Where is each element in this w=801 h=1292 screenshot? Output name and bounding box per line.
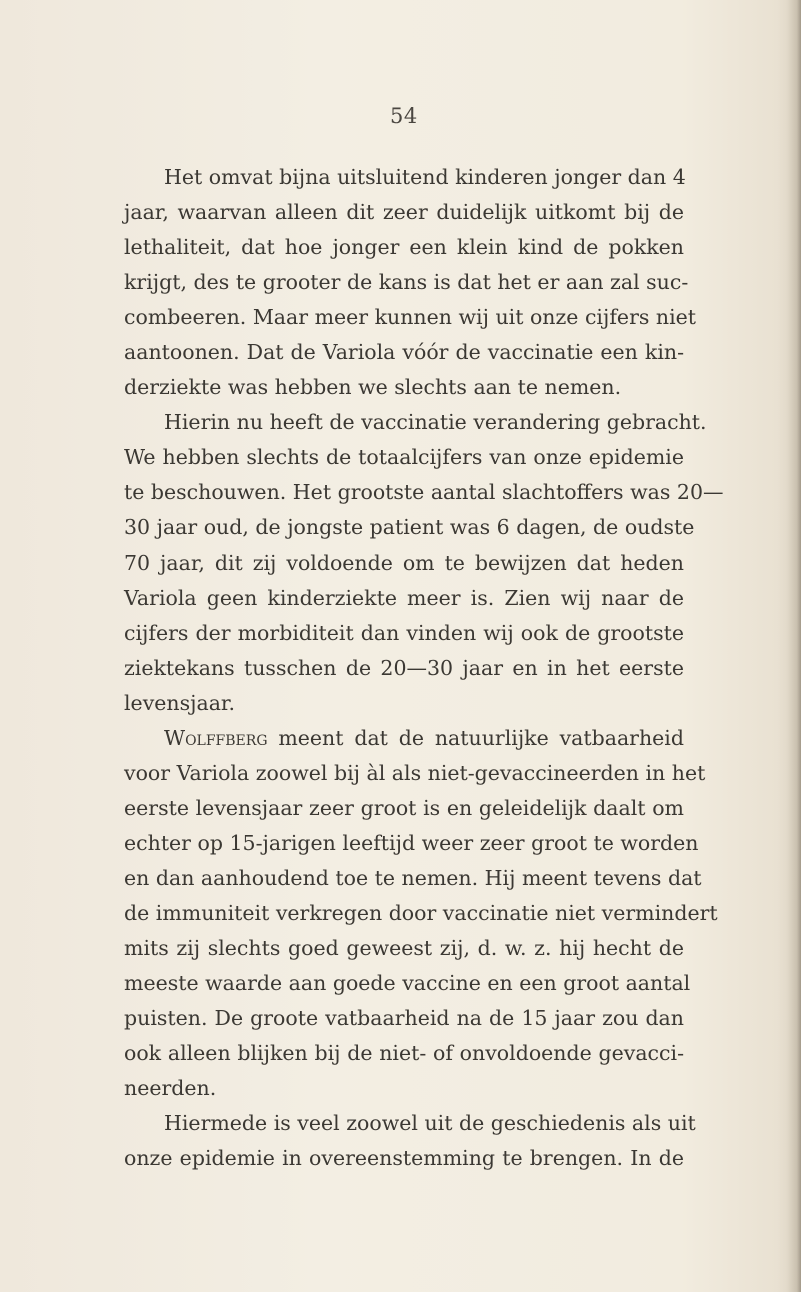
text-line: 70 jaar, dit zij voldoende om te bewijzen dat heden — [124, 550, 684, 575]
text-line: Variola geen kinderziekte meer is. Zien wij naar de — [124, 585, 684, 610]
text-line: ziektekans tusschen de 20—30 jaar en in het eerste — [124, 655, 684, 680]
text-line: puisten. De groote vatbaarheid na de 15 jaar zou dan — [124, 1006, 684, 1031]
page-edge-shadow — [787, 0, 801, 1292]
text-line: meeste waarde aan goede vaccine en een groot aantal — [124, 971, 691, 996]
text-line: 30 jaar oud, de jongste patient was 6 dagen, de oudste — [124, 515, 695, 540]
text-line: Hierin nu heeft de vaccinatie verandering gebracht. — [164, 410, 707, 435]
text-line: eerste levensjaar zeer groot is en geleidelijk daalt om — [124, 795, 684, 820]
text-line: echter op 15-jarigen leeftijd weer zeer groot te worden — [124, 830, 699, 855]
text-line: We hebben slechts de totaalcijfers van onze epidemie — [124, 445, 684, 470]
text-line: aantoonen. Dat de Variola vóór de vaccinatie een kin- — [124, 340, 684, 365]
text-line: cijfers der morbiditeit dan vinden wij ook de grootste — [124, 620, 684, 645]
text-line: neerden. — [124, 1076, 217, 1101]
text-line: levensjaar. — [124, 690, 235, 715]
body-text — [124, 160, 724, 1176]
text-line: Het omvat bijna uitsluitend kinderen jonger dan 4 — [164, 165, 686, 189]
text-line: Hiermede is veel zoowel uit de geschiedenis als uit — [164, 1111, 696, 1136]
text-line: derziekte was hebben we slechts aan te nemen. — [124, 375, 622, 400]
text-line: combeeren. Maar meer kunnen wij uit onze cijfers niet — [124, 305, 697, 330]
text-line: en dan aanhoudend toe te nemen. Hij meent tevens dat — [124, 865, 702, 890]
text-line: voor Variola zoowel bij àl als niet-gevaccineerden in het — [124, 760, 706, 785]
text-line-rest: meent dat de natuurlijke vatbaarheid — [267, 725, 684, 750]
author-name: Wolffberg — [164, 725, 268, 750]
text-line: onze epidemie in overeenstemming te brengen. In de — [124, 1146, 684, 1171]
text-line: te beschouwen. Het grootste aantal slachtoffers was 20— — [124, 480, 724, 505]
text-line: krijgt, des te grooter de kans is dat het er aan zal suc- — [124, 270, 689, 295]
text-line: de immuniteit verkregen door vaccinatie niet vermindert — [124, 900, 718, 925]
text-line: mits zij slechts goed geweest zij, d. w. z. hij hecht de — [124, 936, 684, 961]
text-line: ook alleen blijken bij de niet- of onvoldoende gevacci- — [124, 1041, 684, 1066]
page-number: 54 — [390, 104, 418, 128]
text-line: jaar, waarvan alleen dit zeer duidelijk uitkomt bij de — [124, 200, 684, 225]
text-line-with-author — [124, 721, 684, 756]
text-line: lethaliteit, dat hoe jonger een klein kind de pokken — [124, 235, 684, 260]
